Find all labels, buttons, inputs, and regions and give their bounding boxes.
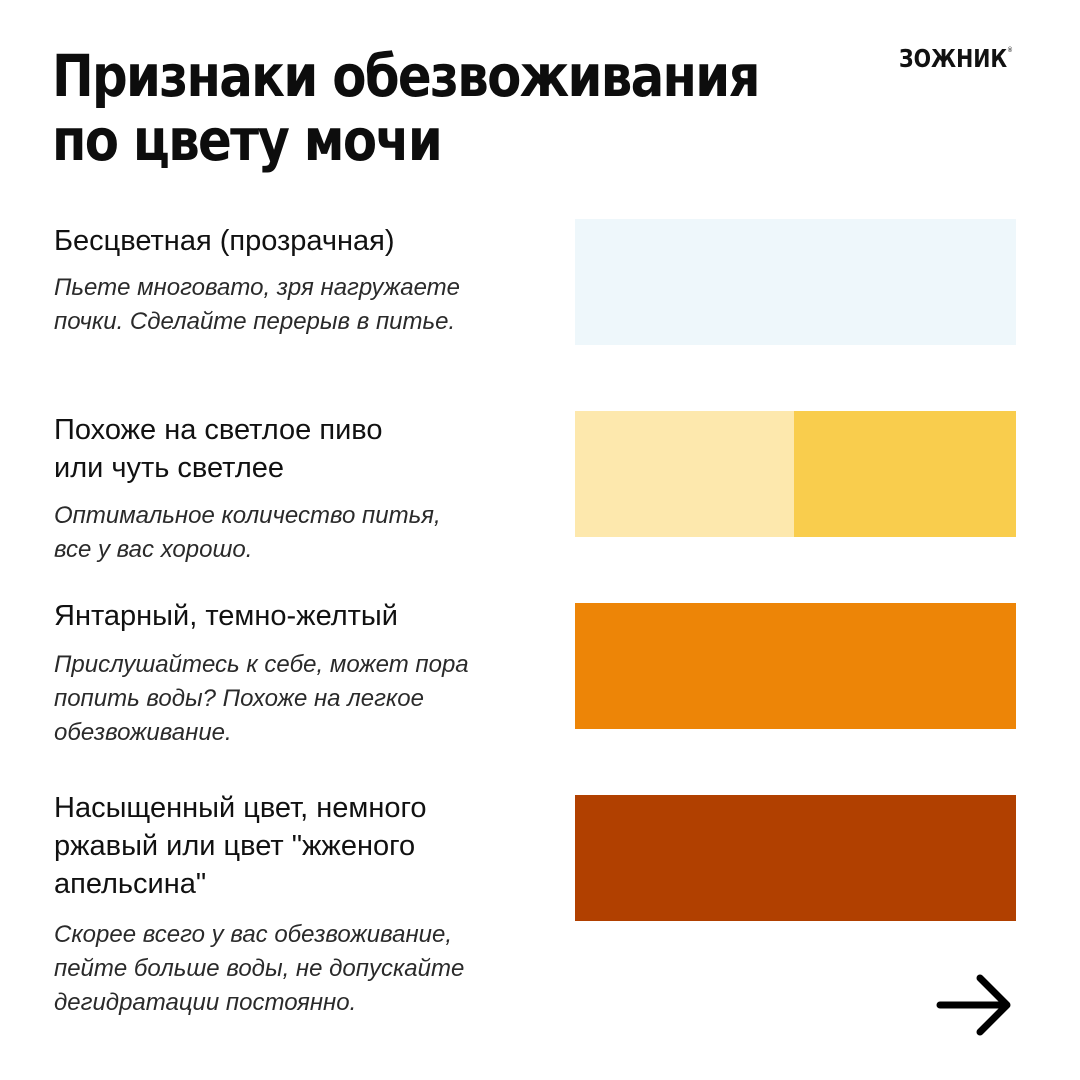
item-description-line: Прислушайтесь к себе, может пора xyxy=(54,651,469,678)
item-heading-line: Похоже на светлое пиво xyxy=(54,414,383,446)
item-heading-rusty xyxy=(54,789,427,903)
item-description-line: Скорее всего у вас обезвоживание, xyxy=(54,921,453,948)
item-description-line: обезвоживание. xyxy=(54,719,232,746)
color-swatch-colorless xyxy=(575,219,1016,345)
item-heading-amber xyxy=(54,597,398,635)
page-title xyxy=(52,44,759,172)
item-description-line: попить воды? Похоже на легкое xyxy=(54,685,424,712)
arrow-right-icon[interactable] xyxy=(936,972,1014,1038)
item-description-line: все у вас хорошо. xyxy=(54,536,253,563)
item-description-light-beer xyxy=(54,499,441,567)
item-description-line: Пьете многовато, зря нагружаете xyxy=(54,274,460,301)
item-description-line: Оптимальное количество питья, xyxy=(54,502,441,529)
color-swatch-rusty xyxy=(575,795,1016,921)
item-heading-line: Янтарный, темно-желтый xyxy=(54,600,398,632)
color-swatch-light-beer-yellow xyxy=(794,411,1016,537)
item-heading-line: ржавый или цвет "жженого xyxy=(54,830,416,862)
item-heading-line: Бесцветная (прозрачная) xyxy=(54,225,395,257)
item-description-line: дегидратации постоянно. xyxy=(54,989,357,1016)
item-heading-line: Насыщенный цвет, немного xyxy=(54,792,427,824)
registered-mark: ® xyxy=(1007,46,1013,54)
brand-name: ЗОЖНИК xyxy=(899,44,1008,73)
item-heading-light-beer xyxy=(54,411,382,487)
color-swatch-amber xyxy=(575,603,1016,729)
item-description-amber xyxy=(54,648,469,750)
page-title-line-1: Признаки обезвоживания xyxy=(52,42,759,110)
item-description-rusty xyxy=(54,918,464,1020)
color-swatch-light-beer xyxy=(575,411,1016,537)
item-description-colorless xyxy=(54,271,460,339)
page-title-line-2: по цвету мочи xyxy=(52,106,442,174)
item-description-line: пейте больше воды, не допускайте xyxy=(54,955,465,982)
item-description-line: почки. Сделайте перерыв в питье. xyxy=(54,308,456,335)
color-swatch-light-beer-pale xyxy=(575,411,794,537)
item-heading-line: или чуть светлее xyxy=(54,452,285,484)
item-heading-colorless xyxy=(54,222,395,260)
brand-logo xyxy=(899,44,1013,73)
item-heading-line: апельсина" xyxy=(54,868,207,900)
